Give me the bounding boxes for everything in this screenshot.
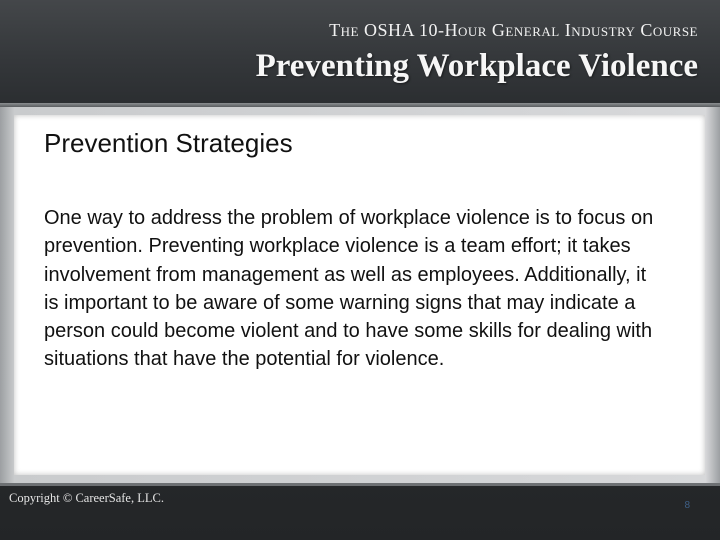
copyright-notice: Copyright © CareerSafe, LLC. bbox=[9, 491, 164, 505]
course-title: The OSHA 10-Hour General Industry Course bbox=[329, 20, 698, 40]
page-number: 8 bbox=[684, 500, 690, 511]
body-paragraph: One way to address the problem of workplace violence is to focus on prevention. Preventing workplace violence is a team effort; it takes involvement from management as well as employees. Additionally, it is important to be aware of some warning signs that may indicate a person could become violent and to have some skills for dealing with situations that have the potential for violence. bbox=[44, 207, 654, 371]
section-heading: Prevention Strategies bbox=[44, 128, 293, 158]
slide-title: Preventing Workplace Violence bbox=[255, 48, 698, 84]
footer-divider bbox=[0, 483, 720, 486]
slide-header bbox=[0, 0, 720, 103]
